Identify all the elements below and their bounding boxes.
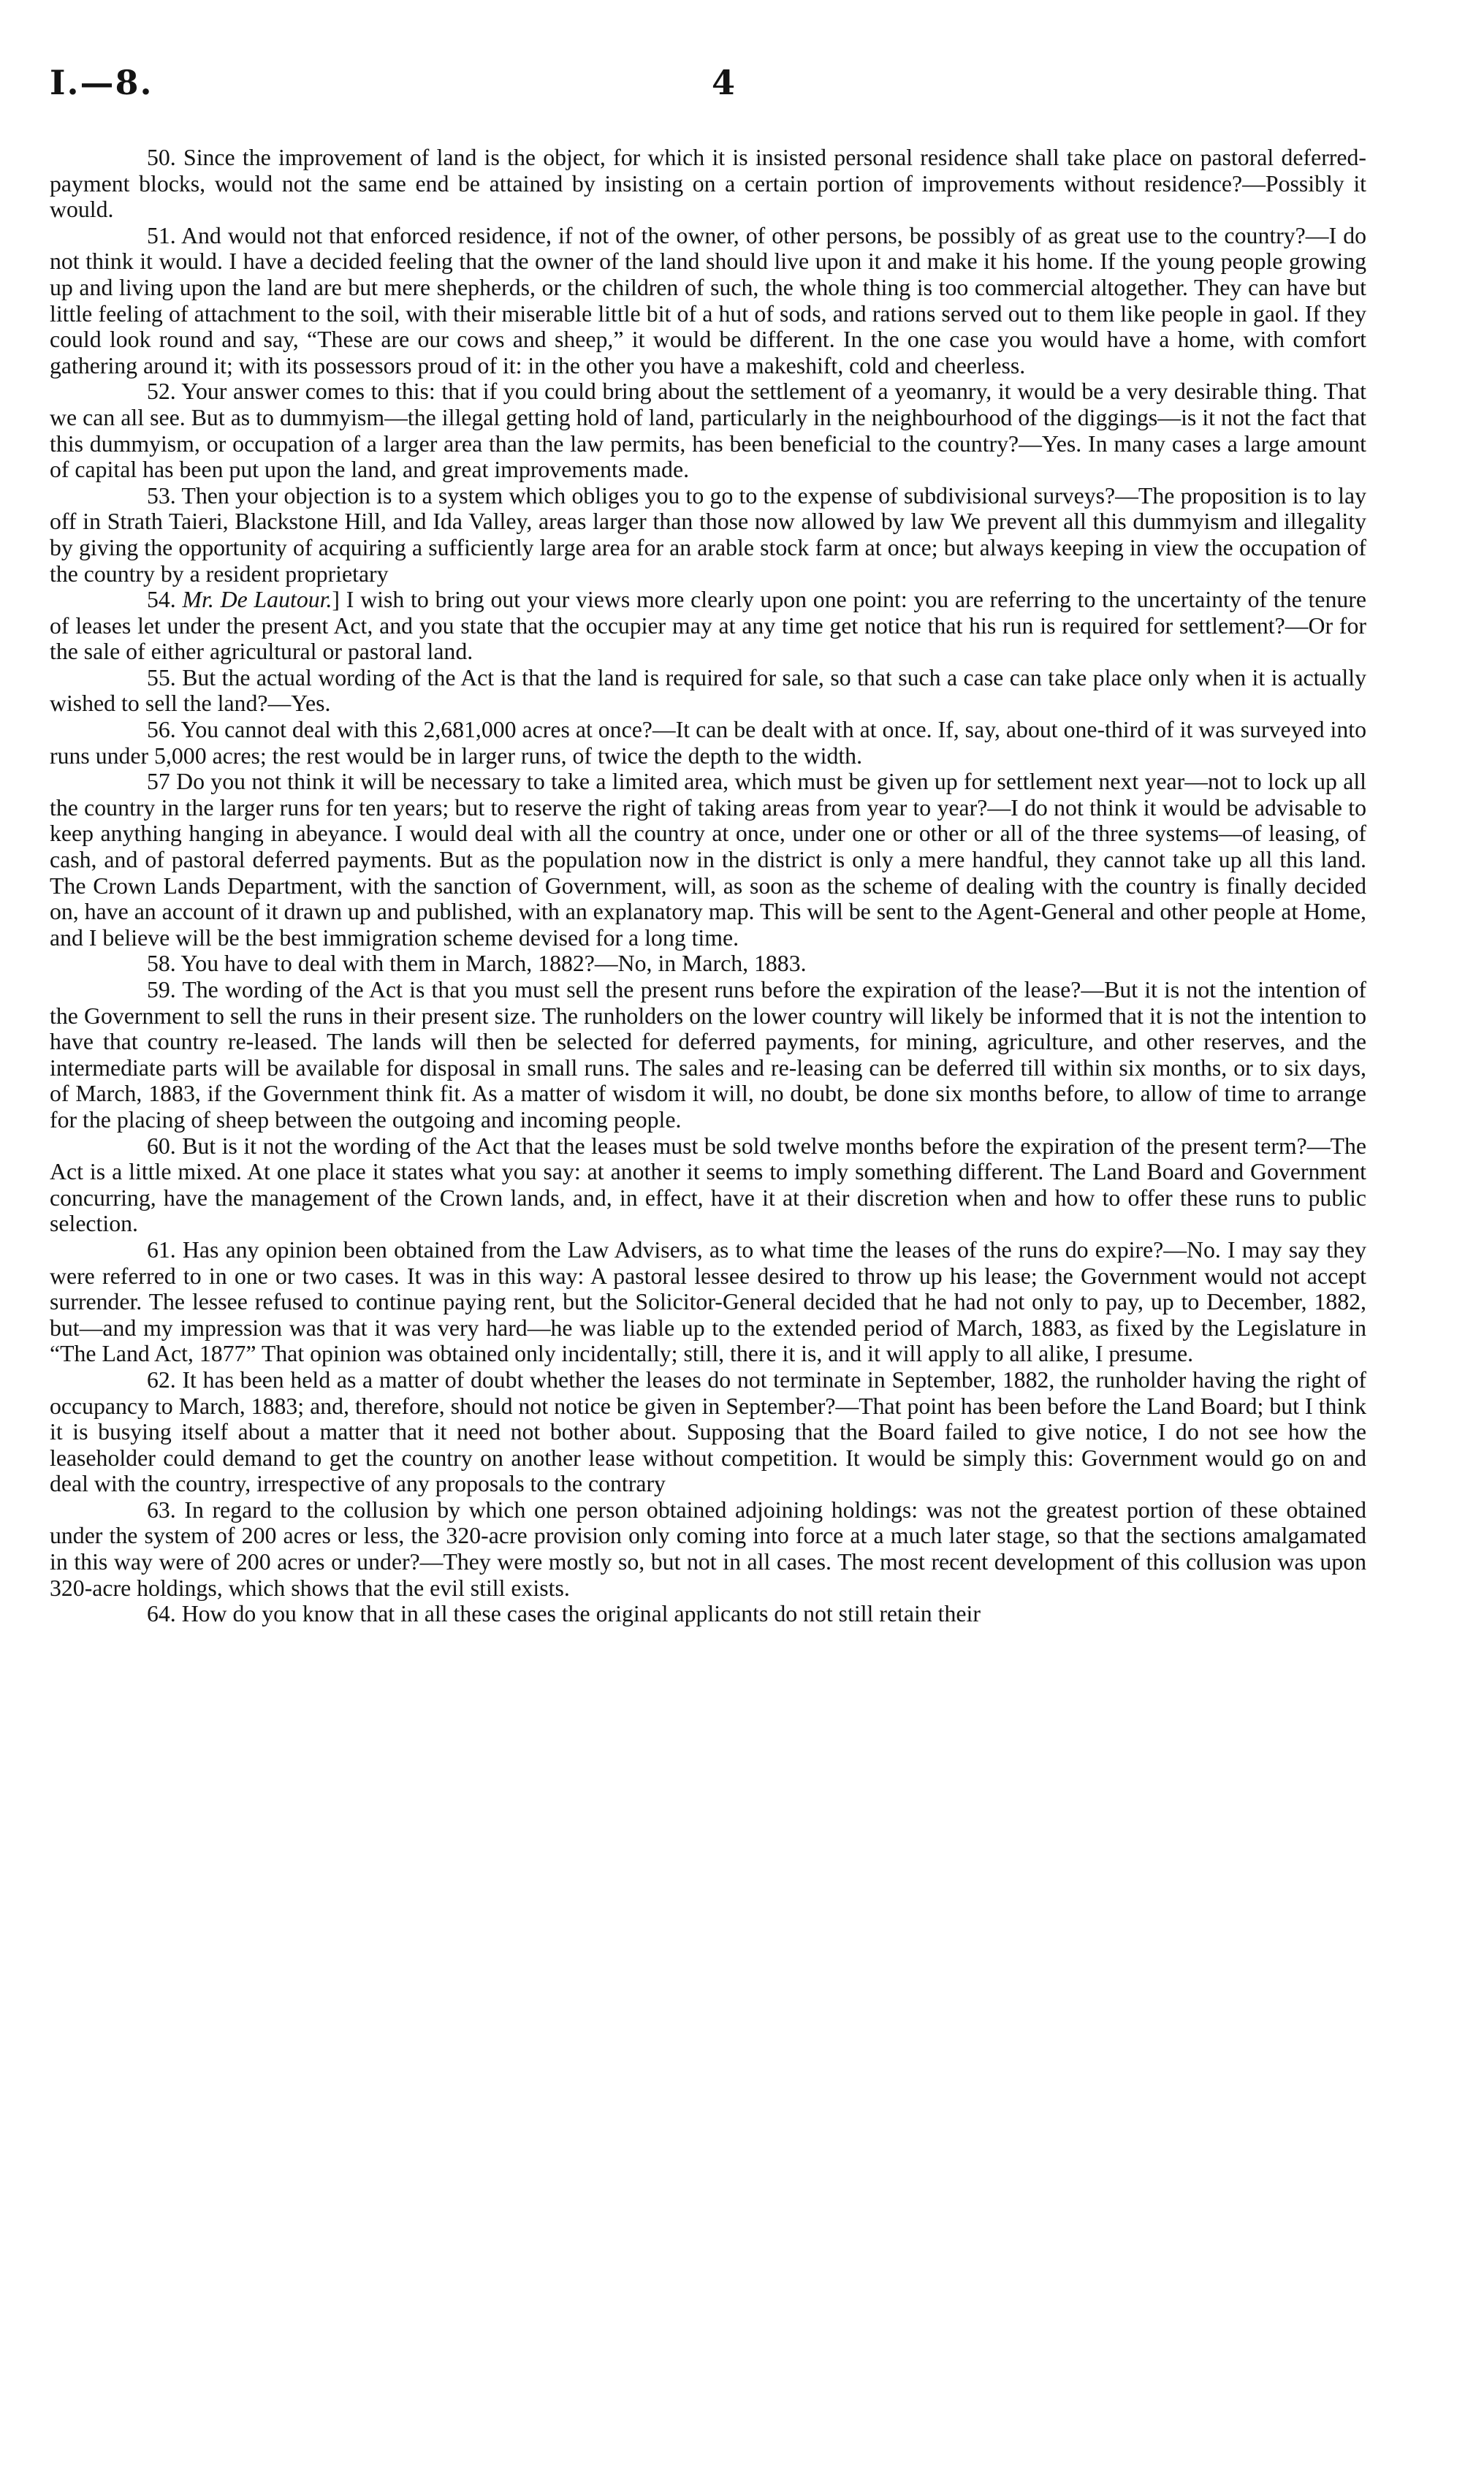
paragraph-61: 61. Has any opinion been obtained from the Law Advisers, as to what time the leases of the runs do expire?—No. I may say they were referred to in one or two cases. It was in this way: A pastoral lessee desired to throw up his lease; the Government would not accept surrender. The lessee refused to continue paying rent, but the Solicitor-General decided that he had not only to pay, up to December, 1882, but—and my impression was that it was very hard—he was liable up to the extended period of March, 1883, as fixed by the Legislature in “The Land Act, 1877” That opinion was obtained only incidentally; still, there it is, and it will apply to all alike, I presume. <box>50 1236 1366 1367</box>
paragraph-55: 55. But the actual wording of the Act is that the land is required for sale, so that such a case can take place only when it is actually wished to sell the land?—Yes. <box>50 664 1366 717</box>
paragraph-53: 53. Then your objection is to a system which obliges you to go to the expense of subdivisional surveys?—The proposition is to lay off in Strath Taieri, Blackstone Hill, and Ida Valley, areas larger than those now allowed by law We prevent all this dummyism and illegality by giving the opportunity of acquiring a sufficiently large area for an arable stock farm at once; but always keeping in view the occupation of the country by a resident proprietary <box>50 482 1366 587</box>
paragraph-58: 58. You have to deal with them in March, 1882?—No, in March, 1883. <box>147 951 807 977</box>
paragraph-number: 54. <box>147 587 183 613</box>
body-text <box>50 145 1366 1627</box>
speaker-name: Mr. De Lautour. <box>182 587 332 613</box>
paragraph-56: 56. You cannot deal with this 2,681,000 acres at once?—It can be dealt with at once. If, say, about one-third of it was surveyed into runs under 5,000 acres; the rest would be in larger runs, of twice the depth to the width. <box>50 717 1366 769</box>
paragraph-57: 57 Do you not think it will be necessary to take a limited area, which must be given up for settlement next year—not to lock up all the country in the larger runs for ten years; but to reserve the right of taking areas from year to year?—I do not think it would be advisable to keep anything hanging in abeyance. I would deal with all the country at once, under one or other or all of the three systems—of leasing, of cash, and of pastoral deferred payments. But as the population now in the district is only a mere handful, they cannot take up all this land. The Crown Lands Department, with the sanction of Government, will, as soon as the scheme of dealing with the country is finally decided on, have an account of it drawn up and published, with an explanatory map. This will be sent to the Agent-General and other people at Home, and I believe will be the best immigration scheme devised for a long time. <box>50 769 1366 951</box>
document-reference: I.—8. <box>50 63 153 102</box>
paragraph-60: 60. But is it not the wording of the Act that the leases must be sold twelve months before the expiration of the present term?—The Act is a little mixed. At one place it states what you say: at another it seems to imply something different. The Land Board and Government concurring, have the management of the Crown lands, and, in effect, have it at their discretion when and how to offer these runs to public selection. <box>50 1133 1366 1237</box>
paragraph-51: 51. And would not that enforced residence, if not of the owner, of other persons, be possibly of as great use to the country?—I do not think it would. I have a decided feeling that the owner of the land should live upon it and make it his home. If the young people growing up and living upon the land are but mere shepherds, or the children of such, the whole thing is too commercial altogether. They can have but little feeling of attachment to the soil, with their miserable little bit of a hut of sods, and rations served out to them like people in gaol. If they could look round and say, “These are our cows and sheep,” it would be different. In the one case you would have a home, with comfort gathering around it; with its possessors proud of it: in the other you have a makeshift, cold and cheerless. <box>50 222 1366 378</box>
paragraph-52: 52. Your answer comes to this: that if you could bring about the settlement of a yeomanry, it would be a very desirable thing. That we can all see. But as to dummyism—the illegal getting hold of land, particularly in the neighbourhood of the diggings—is it not the fact that this dummyism, or occupation of a larger area than the law permits, has been beneficial to the country?—Yes. In many cases a large amount of capital has been put upon the land, and great improvements made. <box>50 378 1366 483</box>
paragraph-64: 64. How do you know that in all these cases the original applicants do not still retain their <box>147 1601 981 1627</box>
paragraph-63: 63. In regard to the collusion by which one person obtained adjoining holdings: was not the greatest portion of these obtained under the system of 200 acres or less, the 320-acre provision only coming into force at a much later stage, so that the sections amalgamated in this way were of 200 acres or under?—They were mostly so, but not in all cases. The most recent development of this collusion was upon 320-acre holdings, which shows that the evil still exists. <box>50 1496 1366 1601</box>
page-number: 4 <box>712 63 736 102</box>
paragraph-body: ] I wish to bring out your views more clearly upon one point: you are referring to the uncertainty of the tenure of leases let under the present Act, and you state that the occupier may at any time get notice that his run is required for settlement?—Or for the sale of either agricultural or pastoral land. <box>50 587 1366 665</box>
paragraph-62: 62. It has been held as a matter of doubt whether the leases do not terminate in September, 1882, the runholder having the right of occupancy to March, 1883; and, therefore, should not notice be given in September?—That point has been before the Land Board; but I think it is busying itself about a matter that it need not bother about. Supposing that the Board failed to give notice, I do not see how the leaseholder could demand to get the country on another lease without competition. It would be simply this: Government would go on and deal with the country, irrespective of any proposals to the contrary <box>50 1366 1366 1497</box>
paragraph-50: 50. Since the improvement of land is the object, for which it is insisted personal residence shall take place on pastoral deferred-payment blocks, would not the same end be attained by insisting on a certain portion of improvements without residence?—Possibly it would. <box>50 145 1366 223</box>
paragraph-59: 59. The wording of the Act is that you must sell the present runs before the expiration of the lease?—But it is not the intention of the Government to sell the runs in their present size. The runholders on the lower country will likely be informed that it is not the intention to have that country re-leased. The lands will then be selected for deferred payments, for mining, agriculture, and other reserves, and the intermediate parts will be available for disposal in small runs. The sales and re-leasing can be deferred till within six months, or to six days, of March, 1883, if the Government think fit. As a matter of wisdom it will, no doubt, be done six months before, to allow of time to arrange for the placing of sheep between the outgoing and incoming people. <box>50 977 1366 1133</box>
paragraph-54 <box>50 587 1366 665</box>
page-header <box>50 63 1394 114</box>
